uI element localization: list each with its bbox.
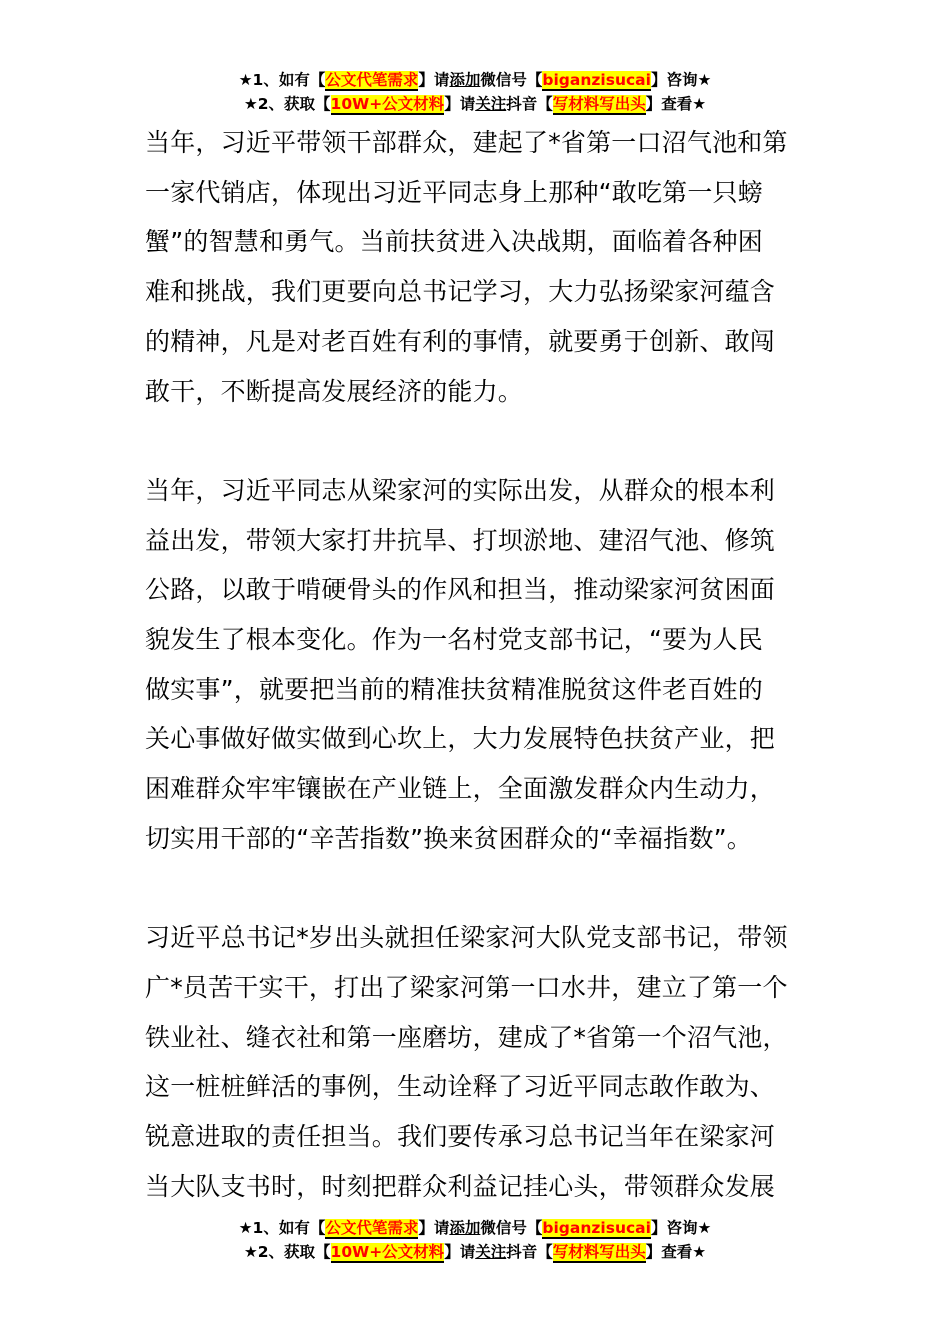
header-banner: [0, 68, 950, 116]
banner-wechat-id: biganzisucai: [542, 71, 651, 89]
banner-add-underline: 添加: [449, 71, 481, 89]
banner-line-1-suffix: 】咨询★: [650, 71, 712, 89]
banner-line-2-prefix: ★2、获取【: [243, 1243, 331, 1261]
paragraph-spacer: [145, 864, 815, 914]
footer-banner: [0, 1216, 950, 1264]
banner-line-1: [0, 68, 950, 92]
banner-materials-highlight: 10W+公文材料: [330, 95, 445, 113]
banner-line-2-mid2: 抖音【: [506, 95, 553, 113]
banner-line-1-suffix: 】咨询★: [650, 1219, 712, 1237]
banner-douyin-id: 写材料写出头: [552, 1243, 646, 1261]
document-body: [145, 118, 815, 1211]
banner-service-highlight: 公文代笔需求: [325, 1219, 419, 1237]
banner-wechat-id: biganzisucai: [542, 1219, 651, 1237]
paragraph-spacer: [145, 416, 815, 466]
banner-line-1-mid2: 微信号【: [480, 1219, 543, 1237]
paragraph-3: 习近平总书记*岁出头就担任梁家河大队党支部书记，带领 广*员苦干实干，打出了梁家河第一口水井，建立了第一个 铁业社、缝衣社和第一座磨坊，建成了*省第一个沼气池， 这一桩桩鲜活的事例，生动诠释了习近平同志敢作敢为、 锐意进取的责任担当。我们要传承习总书记当年在梁家河 当大队支书时，时刻把群众利益记挂心头，带领群众发展: [145, 923, 788, 1201]
banner-service-highlight: 公文代笔需求: [325, 71, 419, 89]
banner-line-1-prefix: ★1、如有【: [238, 1219, 326, 1237]
banner-line-1-mid: 】请: [418, 71, 450, 89]
banner-line-1: [0, 1216, 950, 1240]
banner-line-1-mid: 】请: [418, 1219, 450, 1237]
banner-line-1-prefix: ★1、如有【: [238, 71, 326, 89]
paragraph-2: 当年，习近平同志从梁家河的实际出发，从群众的根本利 益出发，带领大家打井抗旱、打坝淤地、建沼气池、修筑 公路，以敢于啃硬骨头的作风和担当，推动梁家河贫困面 貌发生了根本变化。作为一名村党支部书记，“要为人民 做实事”，就要把当前的精准扶贫精准脱贫这件老百姓的 关心事做好做实做到心坎上，大力发展特色扶贫产业，把 困难群众牢牢镶嵌在产业链上，全面激发群众内生动力， 切实用干部的“辛苦指数”换来贫困群众的“幸福指数”。: [145, 475, 776, 853]
banner-line-2-mid: 】请: [444, 1243, 476, 1261]
banner-line-2: [0, 92, 950, 116]
paragraph-1: 当年，习近平带领干部群众，建起了*省第一口沼气池和第 一家代销店，体现出习近平同志身上那种“敢吃第一只螃 蟹”的智慧和勇气。当前扶贫进入决战期，面临着各种困 难和挑战，我们更要向总书记学习，大力弘扬梁家河蕴含 的精神，凡是对老百姓有利的事情，就要勇于创新、敢闯 敢干，不断提高发展经济的能力。: [145, 128, 788, 406]
banner-douyin-id: 写材料写出头: [552, 95, 646, 113]
banner-follow-underline: 关注: [475, 1243, 507, 1261]
banner-materials-highlight: 10W+公文材料: [330, 1243, 445, 1261]
banner-line-2-mid2: 抖音【: [506, 1243, 553, 1261]
banner-line-2: [0, 1240, 950, 1264]
banner-line-2-mid: 】请: [444, 95, 476, 113]
banner-add-underline: 添加: [449, 1219, 481, 1237]
banner-line-2-suffix: 】查看★: [645, 1243, 707, 1261]
banner-line-2-prefix: ★2、获取【: [243, 95, 331, 113]
banner-line-2-suffix: 】查看★: [645, 95, 707, 113]
banner-line-1-mid2: 微信号【: [480, 71, 543, 89]
banner-follow-underline: 关注: [475, 95, 507, 113]
